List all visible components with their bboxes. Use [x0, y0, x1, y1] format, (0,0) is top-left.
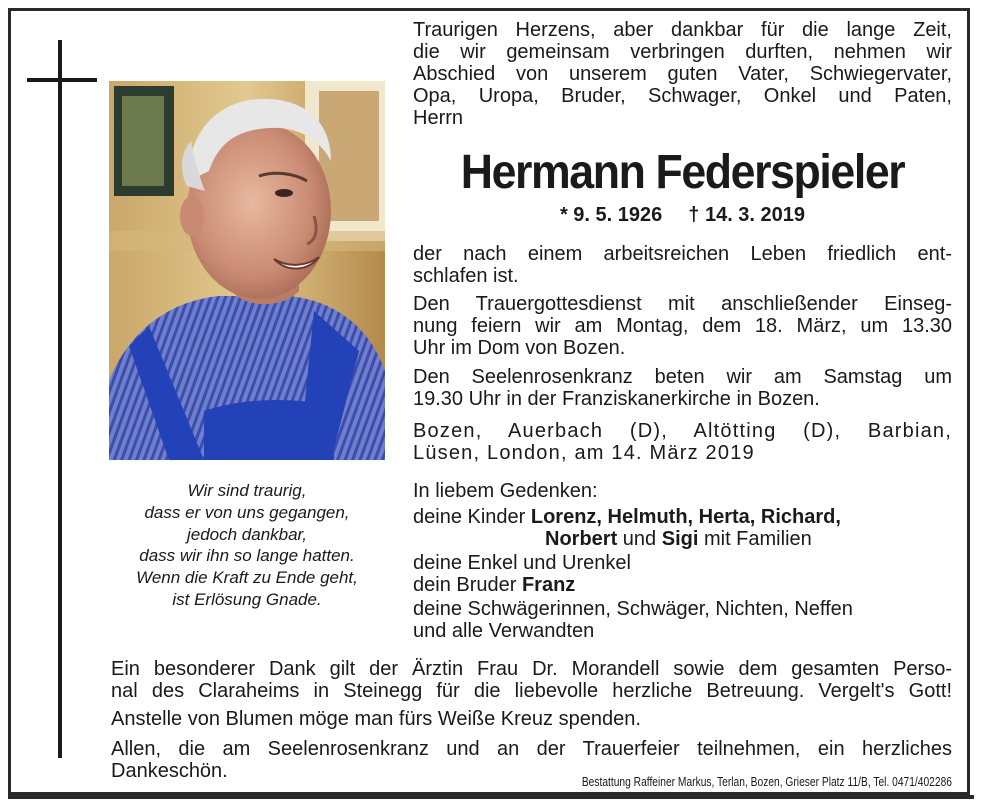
cross-icon: [58, 40, 62, 758]
thanks-line: nal des Claraheims in Steinegg für die liebevolle herzliche Betreuung. Vergelt's Gott!: [111, 680, 952, 702]
intro-line: Herrn: [413, 107, 464, 129]
poem-line: dass er von uns gegangen,: [144, 502, 350, 522]
life-dates: [413, 203, 952, 227]
intro-line: Abschied von unserem guten Vater, Schwiegervater,: [413, 63, 952, 85]
mourners-grandchildren: deine Enkel und Urenkel: [413, 552, 631, 574]
intro-line: Traurigen Herzens, aber dankbar für die lange Zeit,: [413, 19, 952, 41]
poem-line: jedoch dankbar,: [186, 524, 308, 544]
final-thanks-line: Dankeschön.: [111, 760, 228, 782]
service-line: Den Trauergottesdienst mit anschließender Einseg-: [413, 293, 952, 315]
place-line: Lüsen, London, am 14. März 2019: [413, 442, 755, 464]
poem: [109, 480, 385, 611]
poem-line: ist Erlösung Gnade.: [172, 589, 322, 609]
portrait-photo: [109, 81, 385, 460]
cross-icon-bar: [27, 78, 97, 82]
place-line: Bozen, Auerbach (D), Altötting (D), Barbian,: [413, 420, 952, 442]
passing-line: der nach einem arbeitsreichen Leben friedlich ent-: [413, 243, 952, 265]
mourners-relatives: und alle Verwandten: [413, 620, 595, 642]
memory-heading: In liebem Gedenken:: [413, 480, 598, 502]
mourners-children: [413, 507, 952, 529]
death-date: † 14. 3. 2019: [688, 204, 806, 226]
rosary-line: Den Seelenrosenkranz beten wir am Samstag um: [413, 366, 952, 388]
deceased-name: Hermann Federspieler: [460, 146, 905, 199]
mourners-brother: [413, 575, 952, 597]
service-line: nung feiern wir am Montag, dem 18. März, um 13.30: [413, 315, 952, 337]
undertaker-credit: Bestattung Raffeiner Markus, Terlan, Bozen, Grieser Platz 11/B, Tel. 0471/402286: [581, 775, 952, 789]
flowers-line: Anstelle von Blumen möge man fürs Weiße Kreuz spenden.: [111, 708, 641, 730]
poem-line: dass wir ihn so lange hatten.: [139, 546, 355, 566]
children-names: Lorenz, Helmuth, Herta, Richard,: [530, 506, 841, 528]
intro-line: die wir gemeinsam verbringen durften, nehmen wir: [413, 41, 952, 63]
mourners-children-cont: [545, 529, 812, 551]
birth-date: * 9. 5. 1926: [559, 204, 663, 226]
children-suffix: mit Familien: [703, 528, 812, 550]
child-name-sigi: Sigi: [661, 528, 699, 550]
final-thanks-line: Allen, die am Seelenrosenkranz und an der Trauerfeier teilnehmen, ein herzliches: [111, 738, 952, 760]
frame-shadow: [8, 795, 974, 799]
passing-line: schlafen ist.: [413, 265, 519, 287]
poem-line: Wir sind traurig,: [187, 481, 307, 500]
children-prefix: deine Kinder: [413, 506, 526, 528]
child-name-norbert: Norbert: [545, 528, 618, 550]
brother-name: Franz: [521, 574, 576, 596]
brother-prefix: dein Bruder: [413, 574, 517, 596]
children-und: und: [622, 528, 657, 550]
rosary-line: 19.30 Uhr in der Franziskanerkirche in Bozen.: [413, 388, 820, 410]
poem-line: Wenn die Kraft zu Ende geht,: [136, 568, 358, 588]
mourners-in-laws: deine Schwägerinnen, Schwäger, Nichten, Neffen: [413, 598, 853, 620]
thanks-line: Ein besonderer Dank gilt der Ärztin Frau Dr. Morandell sowie dem gesamten Perso-: [111, 658, 952, 680]
service-line: Uhr im Dom von Bozen.: [413, 337, 626, 359]
intro-line: Opa, Uropa, Bruder, Schwager, Onkel und Paten,: [413, 85, 952, 107]
